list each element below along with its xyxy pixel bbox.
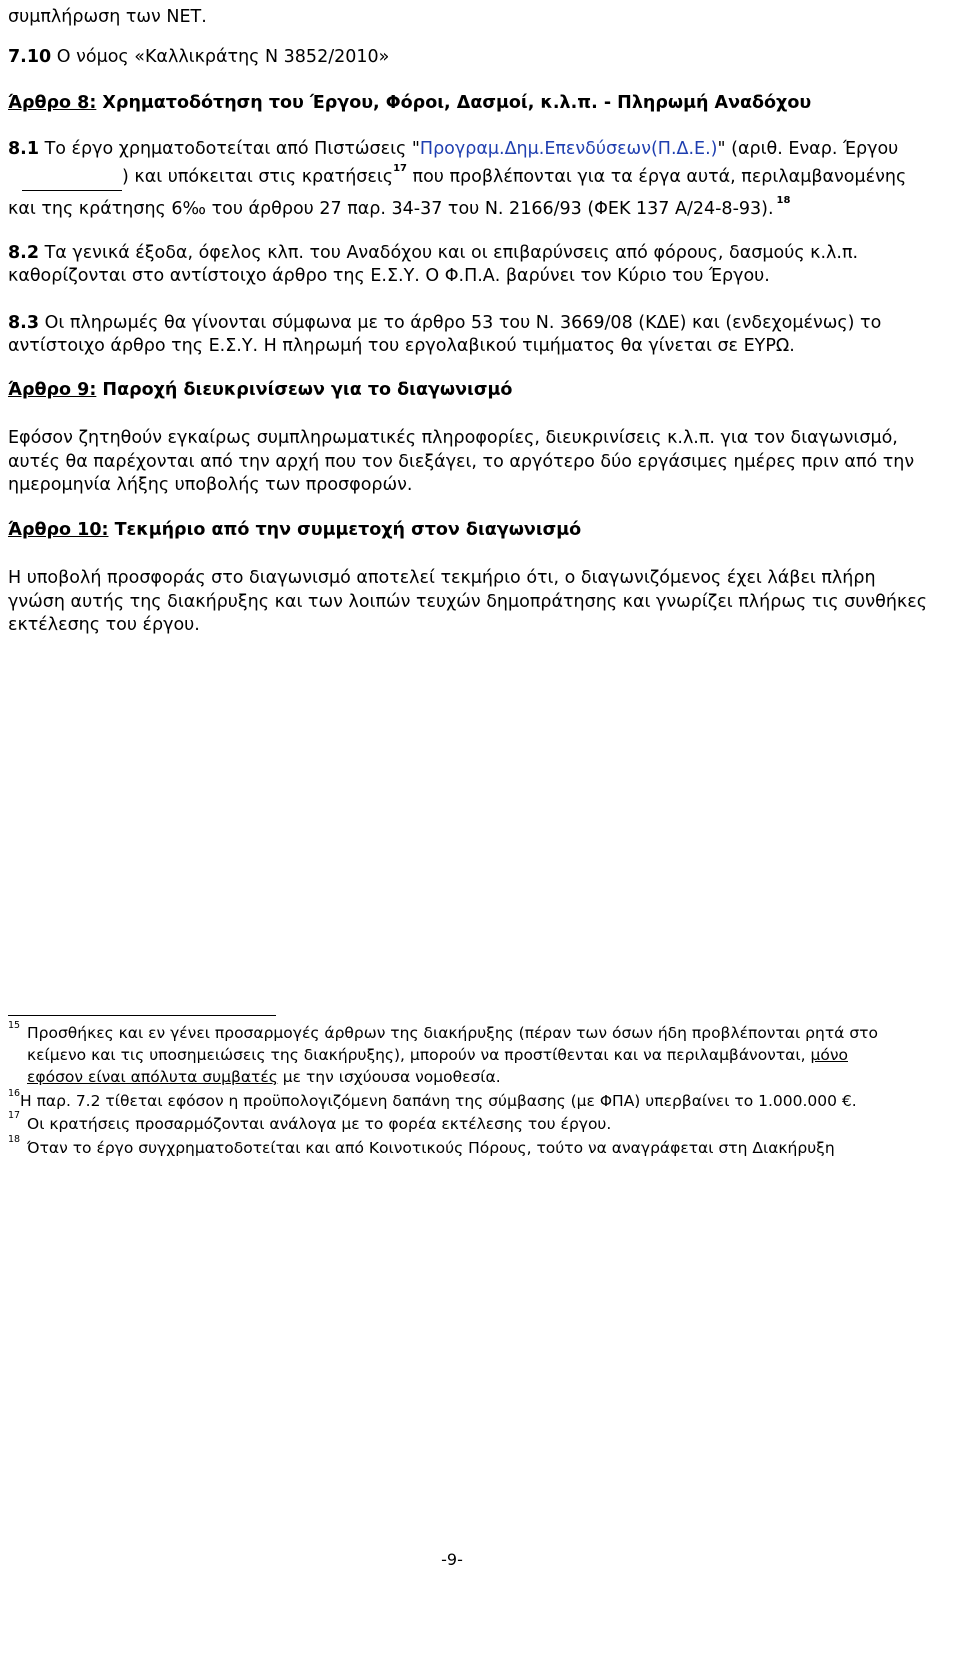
para-8-1-line-3	[8, 195, 791, 223]
footnote-number-17: 17	[8, 1110, 21, 1121]
article-10-line-3: εκτέλεσης του έργου.	[8, 615, 200, 635]
footnote-number-15: 15	[8, 1020, 21, 1031]
para-8-3-line-2: αντίστοιχο άρθρο της Ε.Σ.Υ. Η πληρωμή του εργολαβικού τιμήματος θα γίνεται σε ΕΥΡΩ.	[8, 336, 795, 356]
section-text: Ο νόμος «Καλλικράτης Ν 3852/2010»	[51, 47, 390, 67]
footnote-16: Η παρ. 7.2 τίθεται εφόσον η προϋπολογιζόμενη δαπάνη της σύμβασης (με ΦΠΑ) υπερβαίνει το 1.000.000 €.	[20, 1092, 857, 1110]
article-9-heading	[8, 379, 512, 401]
article-label: Άρθρο 10:	[8, 520, 109, 540]
para-text: και της κράτησης 6‰ του άρθρου 27 παρ. 34-37 του Ν. 2166/93 (ΦΕΚ 137 Α/24-8-93).	[8, 199, 774, 219]
footnote-number-18: 18	[8, 1134, 21, 1145]
program-link-text: Προγραμ.Δημ.Επενδύσεων(Π.Δ.Ε.)	[419, 139, 718, 159]
para-text: ) και υπόκειται στις κρατήσεις	[122, 167, 394, 187]
para-text: " (αριθ. Εναρ. Έργου	[717, 139, 899, 159]
footnote-15-line-1: Προσθήκες και εν γένει προσαρμογές άρθρων της διακήρυξης (πέραν των όσων ήδη προβλέπονται ρητά στο	[27, 1024, 878, 1042]
para-number: 8.2	[8, 243, 40, 263]
footnote-15-line-2	[27, 1045, 848, 1065]
continuation-line: συμπλήρωση των ΝΕΤ.	[8, 7, 207, 27]
para-8-1-line-2	[8, 163, 907, 191]
section-7-10	[8, 46, 389, 68]
footnote-text: με την ισχύουσα νομοθεσία.	[277, 1068, 501, 1086]
para-8-2-line-1	[8, 242, 858, 264]
para-text: Οι πληρωμές θα γίνονται σύμφωνα με το άρθρο 53 του Ν. 3669/08 (ΚΔΕ) και (ενδεχομένως) το	[39, 313, 882, 333]
article-9-line-2: αυτές θα παρέχονται από την αρχή που τον διεξάγει, το αργότερο δύο εργάσιμες ημέρες πριν από την	[8, 452, 915, 472]
footnote-number-16: 16	[8, 1088, 21, 1099]
article-10-line-1: Η υποβολή προσφοράς στο διαγωνισμό αποτελεί τεκμήριο ότι, ο διαγωνιζόμενος έχει λάβει πλήρη	[8, 568, 876, 588]
footnote-emphasis: μόνο	[810, 1046, 848, 1064]
footnote-18: Όταν το έργο συγχρηματοδοτείται και από Κοινοτικούς Πόρους, τούτο να αναγράφεται στη Διακήρυξη	[27, 1139, 835, 1157]
page-number: -9-	[441, 1550, 463, 1569]
article-8-heading	[8, 92, 811, 114]
article-title: Παροχή διευκρινίσεων για το διαγωνισμό	[96, 380, 513, 400]
article-10-heading	[8, 519, 581, 541]
para-number: 8.1	[8, 139, 40, 159]
footnote-15-line-3	[27, 1067, 501, 1087]
article-9-line-3: ημερομηνία λήξης υποβολής των προσφορών.	[8, 475, 413, 495]
article-label: Άρθρο 9:	[8, 380, 97, 400]
para-number: 8.3	[8, 313, 40, 333]
para-8-2-line-2: καθορίζονται στο αντίστοιχο άρθρο της Ε.Σ.Υ. Ο Φ.Π.Α. βαρύνει τον Κύριο του Έργου.	[8, 266, 770, 286]
article-label: Άρθρο 8:	[8, 93, 97, 113]
footnote-emphasis: εφόσον είναι απόλυτα συμβατές	[27, 1068, 278, 1086]
article-title: Τεκμήριο από την συμμετοχή στον διαγωνισμό	[108, 520, 582, 540]
para-text: Το έργο χρηματοδοτείται από Πιστώσεις "	[39, 139, 420, 159]
para-8-3-line-1	[8, 312, 881, 334]
blank-fill-line	[22, 174, 122, 191]
para-8-1-line-1	[8, 138, 898, 160]
para-text: Τα γενικά έξοδα, όφελος κλπ. του Αναδόχου και οι επιβαρύνσεις από φόρους, δασμούς κ.λ.π.	[39, 243, 859, 263]
footnote-17: Οι κρατήσεις προσαρμόζονται ανάλογα με το φορέα εκτέλεσης του έργου.	[27, 1115, 612, 1133]
article-10-line-2: γνώση αυτής της διακήρυξης και των λοιπών τευχών δημοπράτησης και γνωρίζει πλήρως τις συνθήκες	[8, 592, 927, 612]
article-title: Χρηματοδότηση του Έργου, Φόροι, Δασμοί, κ.λ.π. - Πληρωμή Αναδόχου	[96, 93, 812, 113]
section-number: 7.10	[8, 47, 52, 67]
footnote-ref-17: 17	[393, 163, 407, 174]
para-text: που προβλέπονται για τα έργα αυτά, περιλαμβανομένης	[406, 167, 907, 187]
footnote-text: κείμενο και τις υποσημειώσεις της διακήρυξης), μπορούν να προστίθενται και να περιλαμβάνονται,	[27, 1046, 811, 1064]
footnote-ref-18: 18	[776, 195, 791, 206]
footnote-separator	[8, 1015, 276, 1016]
article-9-line-1: Εφόσον ζητηθούν εγκαίρως συμπληρωματικές πληροφορίες, διευκρινίσεις κ.λ.π. για τον διαγωνισμό,	[8, 428, 898, 448]
